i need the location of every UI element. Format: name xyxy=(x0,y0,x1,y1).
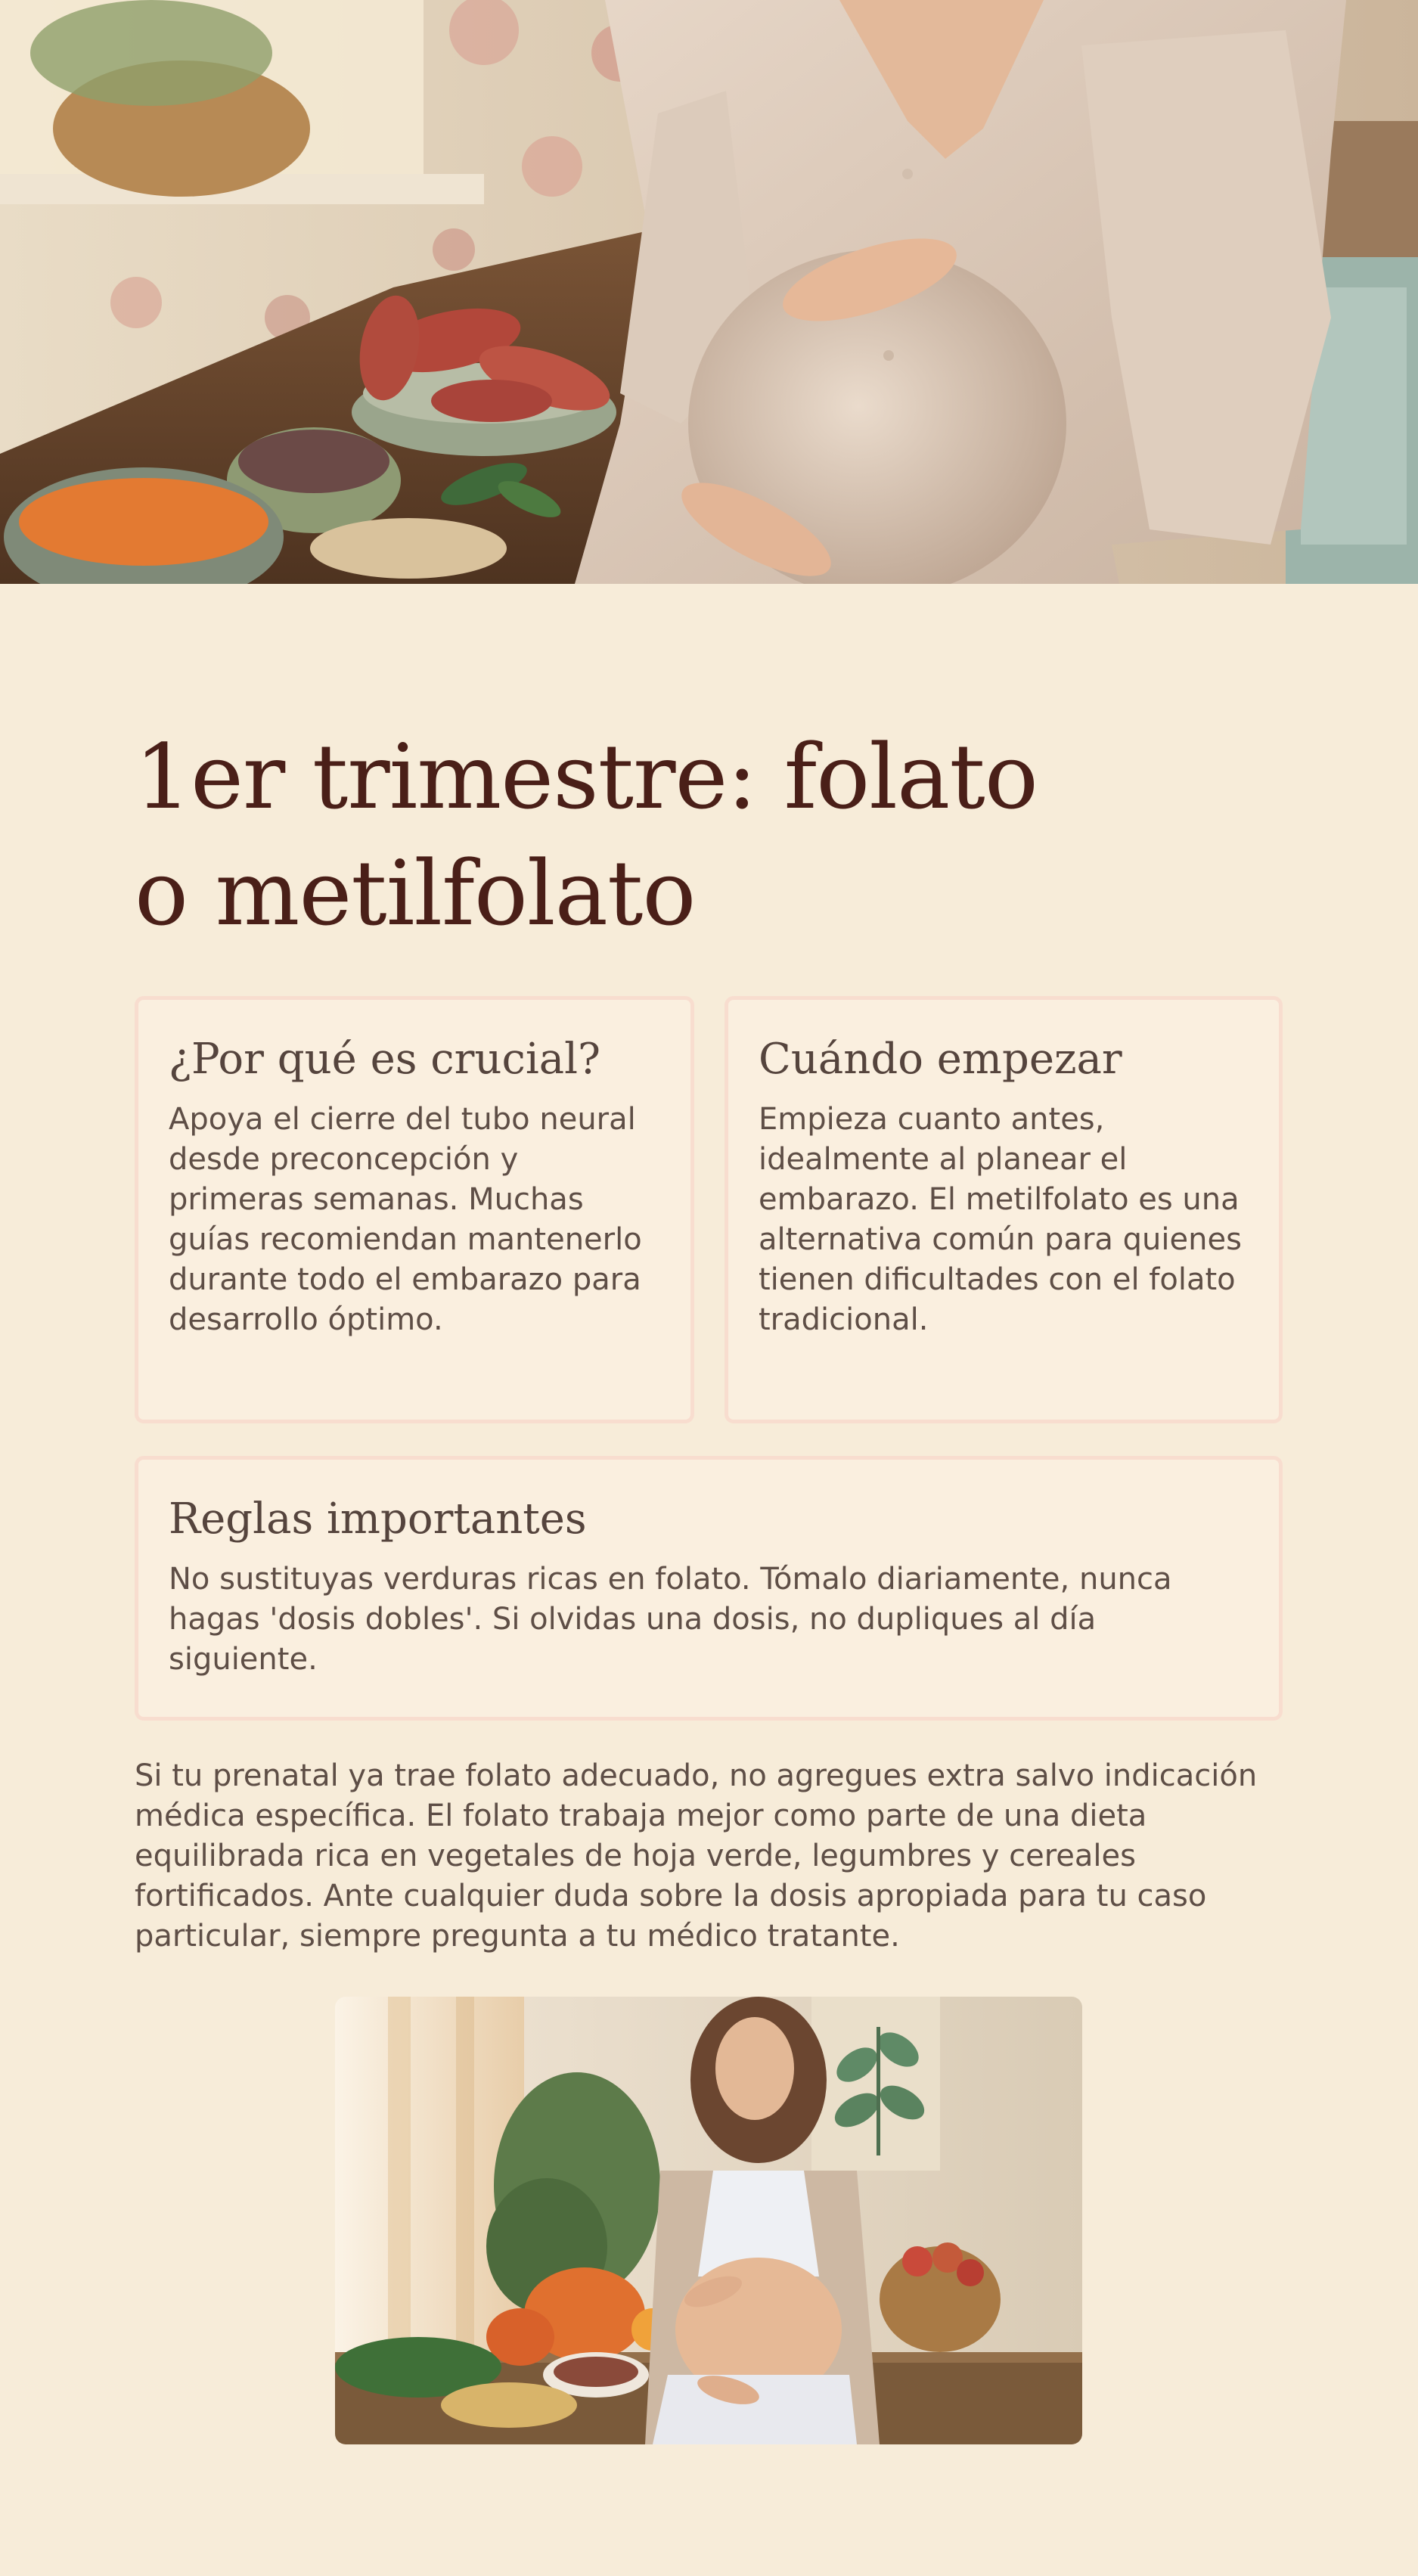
card-title: Cuándo empezar xyxy=(759,1035,1122,1084)
card-text: No sustituyas verduras ricas en folato. Tómalo diariamente, nunca hagas 'dosis dobles'. Si olvidas una dosis, no dupliques al día siguiente. xyxy=(169,1562,1172,1677)
body-paragraph: Si tu prenatal ya trae folato adecuado, no agregues extra salvo indicación médica específica. El folato trabaja mejor como parte de una dieta equilibrada rica en vegetales de hoja verde, legumbres y cereales fortificados. Ante cualquier duda sobre la dosis apropiada para tu caso particular, siempre pregunta a tu médico tratante. xyxy=(135,1758,1258,1954)
hero-image xyxy=(0,0,1418,584)
card-important-rules xyxy=(135,1456,1283,1721)
card-when-to-start xyxy=(725,996,1283,1423)
page-title: 1er trimestre: folato o metilfolato xyxy=(135,725,1038,945)
pregnant-woman-photo xyxy=(335,1997,1082,2444)
card-why-crucial xyxy=(135,996,694,1423)
card-title: Reglas importantes xyxy=(169,1494,587,1544)
card-text: Empieza cuanto antes, idealmente al planear el embarazo. El metilfolato es una alternativa común para quienes tienen dificultades con el folato tradicional. xyxy=(759,1102,1242,1337)
card-text: Apoya el cierre del tubo neural desde preconcepción y primeras semanas. Muchas guías recomiendan mantenerlo durante todo el embarazo para desarrollo óptimo. xyxy=(169,1102,642,1337)
card-title: ¿Por qué es crucial? xyxy=(169,1035,601,1084)
